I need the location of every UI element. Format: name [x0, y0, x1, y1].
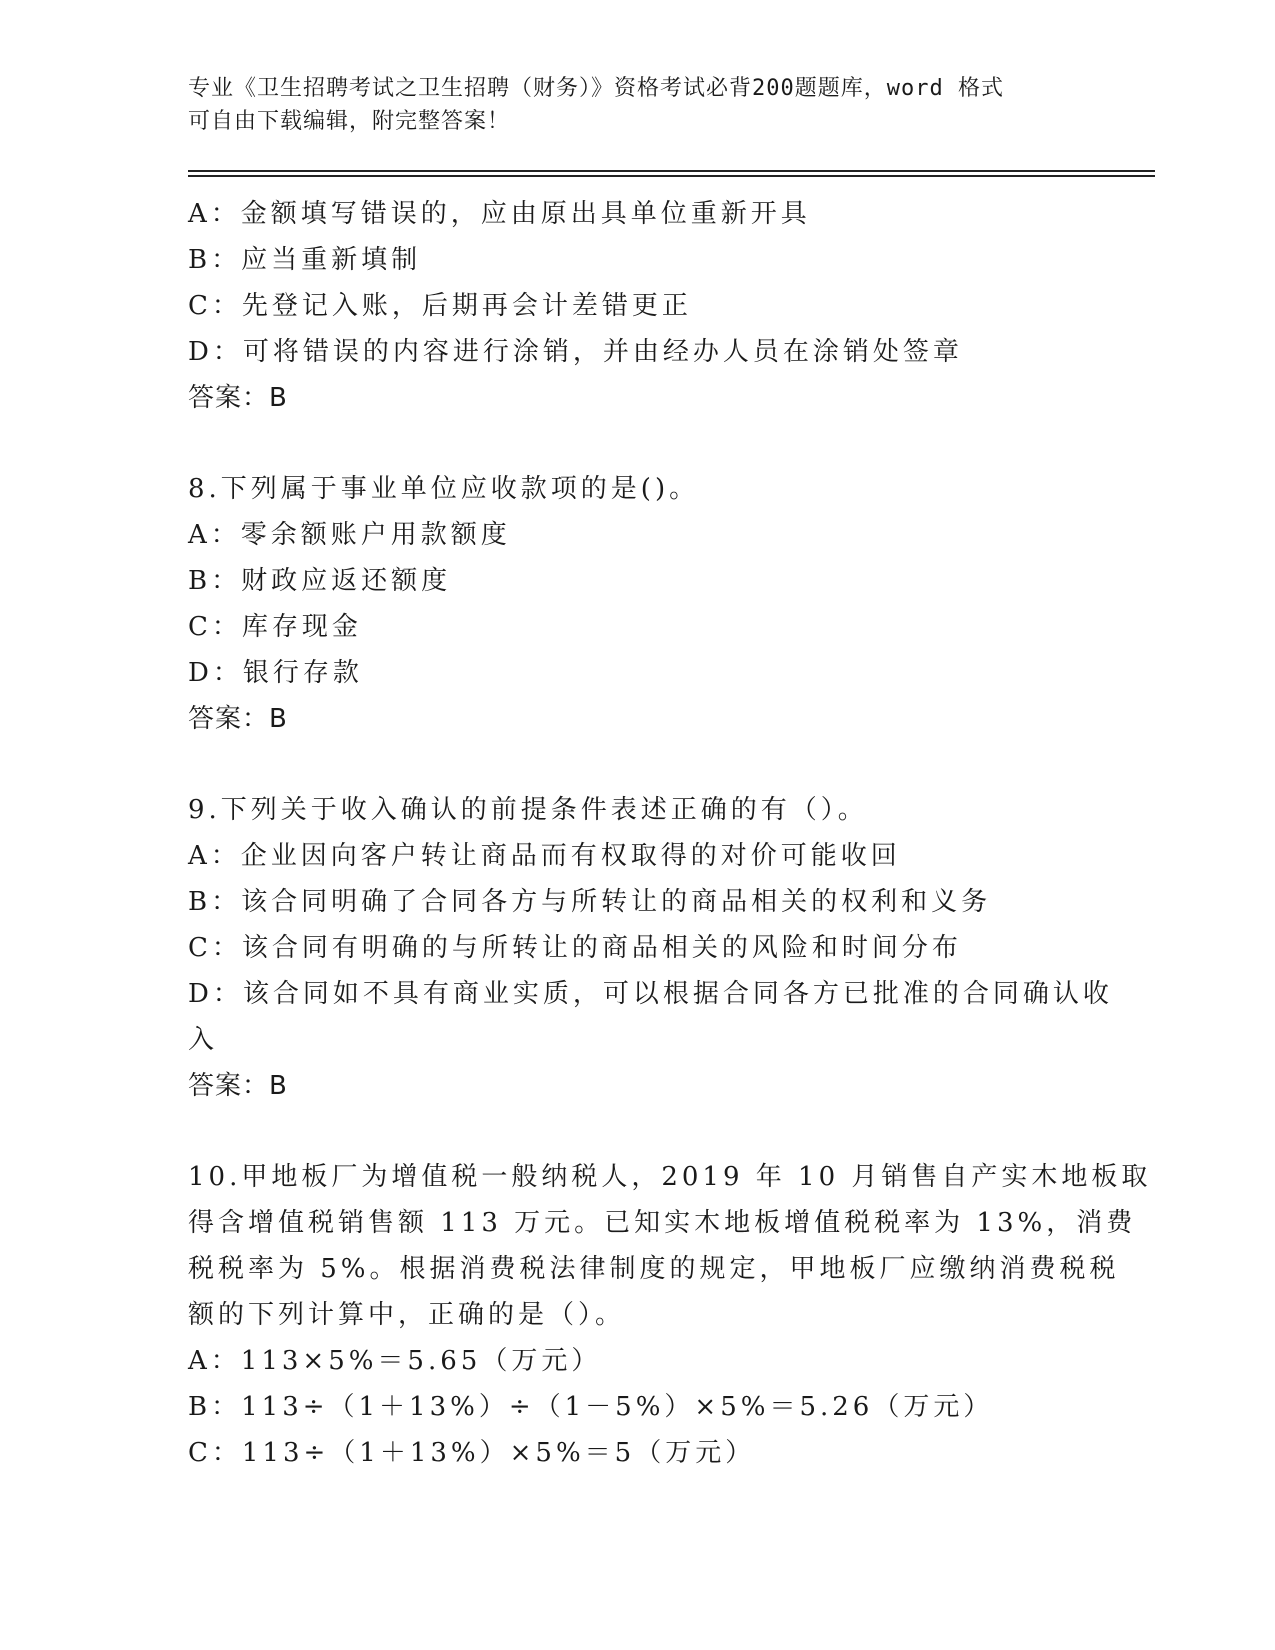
question-10: [188, 1154, 1152, 1476]
option-c: C：库存现金: [188, 612, 362, 642]
answer: 答案：B: [188, 383, 288, 413]
header-title-line-1: 专业《卫生招聘考试之卫生招聘（财务）》资格考试必背200题题库，word 格式: [188, 76, 1004, 101]
option-d: D：该合同如不具有商业实质，可以根据合同各方已批准的合同确认收: [188, 979, 1113, 1009]
option-b: B：财政应返还额度: [188, 566, 452, 596]
option-a: A：113×5%＝5.65（万元）: [188, 1346, 602, 1376]
option-a: A：金额填写错误的，应由原出具单位重新开具: [188, 199, 811, 229]
option-b: B：113÷（1＋13%）÷（1－5%）×5%＝5.26（万元）: [188, 1392, 994, 1422]
option-d: D：可将错误的内容进行涂销，并由经办人员在涂销处签章: [188, 337, 963, 367]
answer: 答案：B: [188, 704, 288, 734]
option-d: D：银行存款: [188, 658, 363, 688]
option-c: C：113÷（1＋13%）×5%＝5（万元）: [188, 1438, 756, 1468]
question-text-line-3: 税税率为 5%。根据消费税法律制度的规定，甲地板厂应缴纳消费税税: [188, 1254, 1120, 1284]
question-content: [188, 191, 1152, 1476]
question-7: [188, 191, 1088, 421]
option-c: C：先登记入账，后期再会计差错更正: [188, 291, 692, 321]
question-text-line-2: 得含增值税销售额 113 万元。已知实木地板增值税税率为 13%，消费: [188, 1208, 1137, 1238]
option-d-continuation: 入: [188, 1025, 219, 1055]
spacer: [188, 1109, 1088, 1154]
answer: 答案：B: [188, 1071, 288, 1101]
header-title-line-2: 可自由下载编辑，附完整答案！: [188, 109, 511, 134]
spacer: [188, 742, 1088, 787]
question-text: 9.下列关于收入确认的前提条件表述正确的有（）。: [188, 795, 868, 825]
option-b: B：应当重新填制: [188, 245, 422, 275]
question-text: 8.下列属于事业单位应收款项的是()。: [188, 474, 700, 504]
document-header: [188, 72, 1088, 138]
question-text-line-1: 10.甲地板厂为增值税一般纳税人，2019 年 10 月销售自产实木地板取: [188, 1162, 1152, 1192]
option-c: C：该合同有明确的与所转让的商品相关的风险和时间分布: [188, 933, 962, 963]
header-divider-top: [188, 170, 1155, 172]
header-divider-bottom: [188, 175, 1155, 177]
question-text-line-4: 额的下列计算中，正确的是（）。: [188, 1300, 626, 1330]
question-9: [188, 787, 1113, 1109]
question-8: [188, 466, 1088, 742]
option-a: A：企业因向客户转让商品而有权取得的对价可能收回: [188, 841, 901, 871]
spacer: [188, 421, 1088, 466]
option-a: A：零余额账户用款额度: [188, 520, 511, 550]
option-b: B：该合同明确了合同各方与所转让的商品相关的权利和义务: [188, 887, 992, 917]
